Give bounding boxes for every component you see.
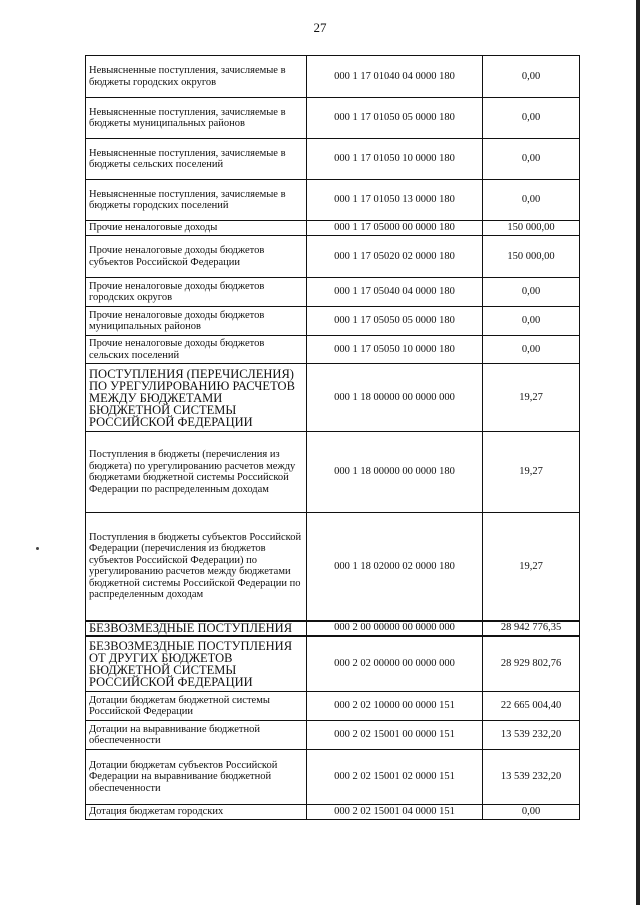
- row-amount: 150 000,00: [483, 236, 580, 278]
- table-row: [86, 307, 580, 336]
- row-name: Прочие неналоговые доходы бюджетов муниципальных районов: [86, 307, 307, 336]
- row-amount: 13 539 232,20: [483, 750, 580, 805]
- row-code: 000 2 02 15001 02 0000 151: [307, 750, 483, 805]
- scan-edge: [636, 0, 640, 905]
- row-code: 000 1 17 01050 05 0000 180: [307, 98, 483, 139]
- row-amount: 28 942 776,35: [483, 621, 580, 636]
- row-name: БЕЗВОЗМЕЗДНЫЕ ПОСТУПЛЕНИЯ: [86, 621, 307, 636]
- row-code: 000 2 02 00000 00 0000 000: [307, 636, 483, 692]
- row-code: 000 1 17 05050 10 0000 180: [307, 336, 483, 364]
- table-row: [86, 513, 580, 621]
- row-amount: 13 539 232,20: [483, 721, 580, 750]
- table-row: [86, 236, 580, 278]
- row-name: Невыясненные поступления, зачисляемые в бюджеты муниципальных районов: [86, 98, 307, 139]
- row-name: Дотации бюджетам бюджетной системы Российской Федерации: [86, 692, 307, 721]
- table-row-section: [86, 636, 580, 692]
- row-amount: 0,00: [483, 336, 580, 364]
- row-amount: 22 665 004,40: [483, 692, 580, 721]
- row-code: 000 1 18 02000 02 0000 180: [307, 513, 483, 621]
- row-amount: 0,00: [483, 278, 580, 307]
- row-amount: 0,00: [483, 56, 580, 98]
- row-code: 000 2 02 15001 00 0000 151: [307, 721, 483, 750]
- table-row-section: [86, 621, 580, 636]
- row-name: Невыясненные поступления, зачисляемые в бюджеты городских поселений: [86, 180, 307, 221]
- row-code: 000 2 02 15001 04 0000 151: [307, 805, 483, 820]
- row-name: Прочие неналоговые доходы: [86, 221, 307, 236]
- row-code: 000 1 18 00000 00 0000 000: [307, 364, 483, 432]
- budget-table: [85, 55, 580, 820]
- row-name: БЕЗВОЗМЕЗДНЫЕ ПОСТУПЛЕНИЯ ОТ ДРУГИХ БЮДЖЕТОВ БЮДЖЕТНОЙ СИСТЕМЫ РОССИЙСКОЙ ФЕДЕРАЦИИ: [86, 636, 307, 692]
- row-name: Прочие неналоговые доходы бюджетов субъектов Российской Федерации: [86, 236, 307, 278]
- row-amount: 0,00: [483, 805, 580, 820]
- table-row: [86, 180, 580, 221]
- table-row: [86, 221, 580, 236]
- scan-speck: [36, 547, 39, 550]
- table-row: [86, 432, 580, 513]
- table-row: [86, 139, 580, 180]
- table-row: [86, 98, 580, 139]
- table-row: [86, 721, 580, 750]
- row-amount: 28 929 802,76: [483, 636, 580, 692]
- table-row: [86, 278, 580, 307]
- table-row: [86, 692, 580, 721]
- row-amount: 19,27: [483, 513, 580, 621]
- row-code: 000 2 00 00000 00 0000 000: [307, 621, 483, 636]
- row-amount: 0,00: [483, 98, 580, 139]
- row-code: 000 1 17 05000 00 0000 180: [307, 221, 483, 236]
- row-code: 000 1 17 01050 13 0000 180: [307, 180, 483, 221]
- table-row: [86, 56, 580, 98]
- row-name: Невыясненные поступления, зачисляемые в бюджеты городских округов: [86, 56, 307, 98]
- row-code: 000 1 17 01050 10 0000 180: [307, 139, 483, 180]
- row-code: 000 1 17 05040 04 0000 180: [307, 278, 483, 307]
- row-amount: 19,27: [483, 364, 580, 432]
- row-amount: 0,00: [483, 307, 580, 336]
- table-row: [86, 750, 580, 805]
- row-name: Дотация бюджетам городских: [86, 805, 307, 820]
- row-code: 000 1 18 00000 00 0000 180: [307, 432, 483, 513]
- table-row: [86, 805, 580, 820]
- row-name: Дотации на выравнивание бюджетной обеспеченности: [86, 721, 307, 750]
- row-code: 000 1 17 05050 05 0000 180: [307, 307, 483, 336]
- row-name: Невыясненные поступления, зачисляемые в бюджеты сельских поселений: [86, 139, 307, 180]
- row-name: ПОСТУПЛЕНИЯ (ПЕРЕЧИСЛЕНИЯ) ПО УРЕГУЛИРОВАНИЮ РАСЧЕТОВ МЕЖДУ БЮДЖЕТАМИ БЮДЖЕТНОЙ СИСТЕМЫ РОССИЙСКОЙ ФЕДЕРАЦИИ: [86, 364, 307, 432]
- row-name: Прочие неналоговые доходы бюджетов городских округов: [86, 278, 307, 307]
- row-code: 000 1 17 01040 04 0000 180: [307, 56, 483, 98]
- row-name: Прочие неналоговые доходы бюджетов сельских поселений: [86, 336, 307, 364]
- row-name: Поступления в бюджеты (перечисления из бюджета) по урегулированию расчетов между бюджетами бюджетной системы Российской Федерации по распределенным доходам: [86, 432, 307, 513]
- row-amount: 0,00: [483, 139, 580, 180]
- row-name: Поступления в бюджеты субъектов Российской Федерации (перечисления из бюджетов субъектов Российской Федерации) по урегулированию расчетов между бюджетами бюджетной системы Российской Федерации по распределенным доходам: [86, 513, 307, 621]
- row-code: 000 1 17 05020 02 0000 180: [307, 236, 483, 278]
- row-amount: 19,27: [483, 432, 580, 513]
- page-number: 27: [313, 20, 327, 35]
- table-row: [86, 336, 580, 364]
- row-amount: 150 000,00: [483, 221, 580, 236]
- table-row-section: [86, 364, 580, 432]
- row-name: Дотации бюджетам субъектов Российской Федерации на выравнивание бюджетной обеспеченности: [86, 750, 307, 805]
- row-code: 000 2 02 10000 00 0000 151: [307, 692, 483, 721]
- row-amount: 0,00: [483, 180, 580, 221]
